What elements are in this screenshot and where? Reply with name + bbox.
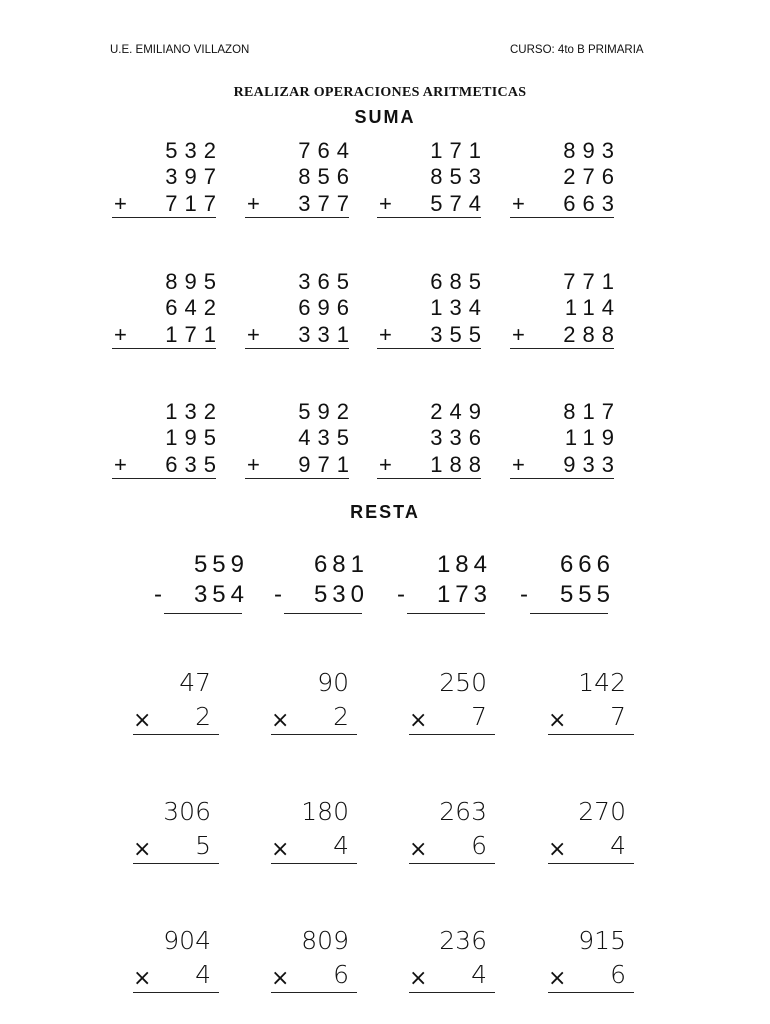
multiplication-problem (271, 668, 357, 738)
subtrahend: 555 (559, 581, 615, 608)
multiplier: 4 (333, 831, 349, 860)
addend: 817 (563, 399, 621, 424)
multiplication-problem (409, 926, 495, 996)
multiplication-problem (409, 668, 495, 738)
minuend: 184 (436, 551, 492, 578)
multiplicand: 270 (578, 797, 626, 826)
multiplication-problem (548, 797, 634, 867)
plus-sign: + (247, 322, 260, 347)
multiplicand: 142 (578, 668, 626, 697)
times-sign: × (409, 966, 428, 991)
minus-sign: - (520, 581, 528, 608)
section-label-addition: SUMA (354, 107, 416, 127)
sum-line (377, 217, 481, 218)
multiplier: 2 (195, 702, 211, 731)
sum-line (112, 217, 216, 218)
multiplication-problem (548, 668, 634, 738)
addition-problem (112, 269, 223, 351)
multiplication-problem (133, 668, 219, 738)
addition-problem (245, 138, 356, 220)
multiplication-problem (133, 926, 219, 996)
times-sign: × (133, 837, 152, 862)
addend: 171 (430, 138, 488, 163)
addend: 377 (298, 191, 356, 216)
minuend: 666 (559, 551, 615, 578)
minuend: 559 (193, 551, 249, 578)
sum-line (245, 217, 349, 218)
multiplicand: 263 (439, 797, 487, 826)
times-sign: × (548, 966, 567, 991)
product-line (409, 734, 495, 735)
sum-line (245, 478, 349, 479)
multiplier: 6 (333, 960, 349, 989)
addend: 592 (298, 399, 356, 424)
multiplier: 7 (471, 702, 487, 731)
section-label-subtraction: RESTA (350, 502, 420, 522)
course-label: CURSO: 4to B PRIMARIA (510, 44, 644, 56)
sum-line (377, 348, 481, 349)
times-sign: × (133, 966, 152, 991)
multiplication-problem (271, 926, 357, 996)
addend: 331 (298, 322, 356, 347)
subtrahend: 173 (436, 581, 492, 608)
addend: 249 (430, 399, 488, 424)
product-line (548, 734, 634, 735)
addend: 134 (430, 295, 488, 320)
multiplicand: 306 (163, 797, 211, 826)
multiplicand: 809 (301, 926, 349, 955)
difference-line (530, 613, 608, 614)
multiplication-problem (409, 797, 495, 867)
plus-sign: + (379, 452, 392, 477)
addend: 853 (430, 164, 488, 189)
multiplier: 6 (610, 960, 626, 989)
addend: 171 (165, 322, 223, 347)
multiplication-problem (271, 797, 357, 867)
multiplication-problem (133, 797, 219, 867)
sum-line (510, 217, 614, 218)
minus-sign: - (154, 581, 162, 608)
multiplier: 4 (195, 960, 211, 989)
plus-sign: + (114, 452, 127, 477)
plus-sign: + (114, 322, 127, 347)
sum-line (245, 348, 349, 349)
addend: 397 (165, 164, 223, 189)
addition-problem (510, 138, 621, 220)
product-line (271, 863, 357, 864)
subtraction-problem (518, 551, 615, 617)
addend: 717 (165, 191, 223, 216)
difference-line (407, 613, 485, 614)
addend: 971 (298, 452, 356, 477)
times-sign: × (548, 837, 567, 862)
addend: 188 (430, 452, 488, 477)
sum-line (377, 478, 481, 479)
addend: 696 (298, 295, 356, 320)
addition-problem (377, 138, 488, 220)
addend: 276 (563, 164, 621, 189)
sum-line (112, 478, 216, 479)
multiplicand: 47 (179, 668, 211, 697)
difference-line (284, 613, 362, 614)
times-sign: × (133, 708, 152, 733)
subtraction-problem (152, 551, 249, 617)
product-line (271, 734, 357, 735)
product-line (133, 992, 219, 993)
addend: 771 (563, 269, 621, 294)
multiplier: 4 (471, 960, 487, 989)
sum-line (112, 348, 216, 349)
multiplicand: 180 (301, 797, 349, 826)
product-line (548, 863, 634, 864)
plus-sign: + (512, 452, 525, 477)
page-title: REALIZAR OPERACIONES ARITMETICAS (233, 85, 527, 100)
subtraction-problem (395, 551, 492, 617)
sum-line (510, 478, 614, 479)
addend: 574 (430, 191, 488, 216)
product-line (133, 863, 219, 864)
multiplicand: 904 (163, 926, 211, 955)
addition-problem (377, 269, 488, 351)
addend: 895 (165, 269, 223, 294)
multiplicand: 915 (578, 926, 626, 955)
addition-problem (510, 399, 621, 481)
minus-sign: - (274, 581, 282, 608)
product-line (133, 734, 219, 735)
addend: 856 (298, 164, 356, 189)
addend: 336 (430, 425, 488, 450)
addend: 355 (430, 322, 488, 347)
addend: 365 (298, 269, 356, 294)
multiplication-problem (548, 926, 634, 996)
multiplier: 4 (610, 831, 626, 860)
plus-sign: + (247, 191, 260, 216)
multiplier: 6 (471, 831, 487, 860)
product-line (271, 992, 357, 993)
addend: 119 (564, 425, 621, 450)
addend: 195 (165, 425, 223, 450)
addition-problem (245, 269, 356, 351)
times-sign: × (271, 966, 290, 991)
addition-problem (377, 399, 488, 481)
subtrahend: 354 (193, 581, 249, 608)
difference-line (164, 613, 242, 614)
addend: 288 (563, 322, 621, 347)
minus-sign: - (397, 581, 405, 608)
times-sign: × (409, 837, 428, 862)
minuend: 681 (313, 551, 369, 578)
addend: 685 (430, 269, 488, 294)
plus-sign: + (247, 452, 260, 477)
product-line (409, 863, 495, 864)
addend: 435 (298, 425, 356, 450)
plus-sign: + (512, 191, 525, 216)
multiplier: 2 (333, 702, 349, 731)
addend: 132 (165, 399, 223, 424)
multiplier: 7 (610, 702, 626, 731)
subtraction-problem (272, 551, 369, 617)
addend: 933 (563, 452, 621, 477)
addend: 663 (563, 191, 621, 216)
addition-problem (112, 399, 223, 481)
addend: 893 (563, 138, 621, 163)
times-sign: × (409, 708, 428, 733)
times-sign: × (548, 708, 567, 733)
plus-sign: + (114, 191, 127, 216)
school-name: U.E. EMILIANO VILLAZON (110, 44, 250, 56)
subtrahend: 530 (313, 581, 369, 608)
addend: 764 (298, 138, 356, 163)
multiplicand: 236 (439, 926, 487, 955)
plus-sign: + (379, 322, 392, 347)
addend: 114 (564, 295, 621, 320)
times-sign: × (271, 708, 290, 733)
addend: 642 (165, 295, 223, 320)
sum-line (510, 348, 614, 349)
addend: 532 (165, 138, 223, 163)
addend: 635 (165, 452, 223, 477)
multiplicand: 90 (317, 668, 349, 697)
addition-problem (245, 399, 356, 481)
plus-sign: + (512, 322, 525, 347)
plus-sign: + (379, 191, 392, 216)
addition-problem (112, 138, 223, 220)
multiplier: 5 (195, 831, 211, 860)
addition-problem (510, 269, 621, 351)
multiplicand: 250 (439, 668, 487, 697)
product-line (548, 992, 634, 993)
times-sign: × (271, 837, 290, 862)
product-line (409, 992, 495, 993)
